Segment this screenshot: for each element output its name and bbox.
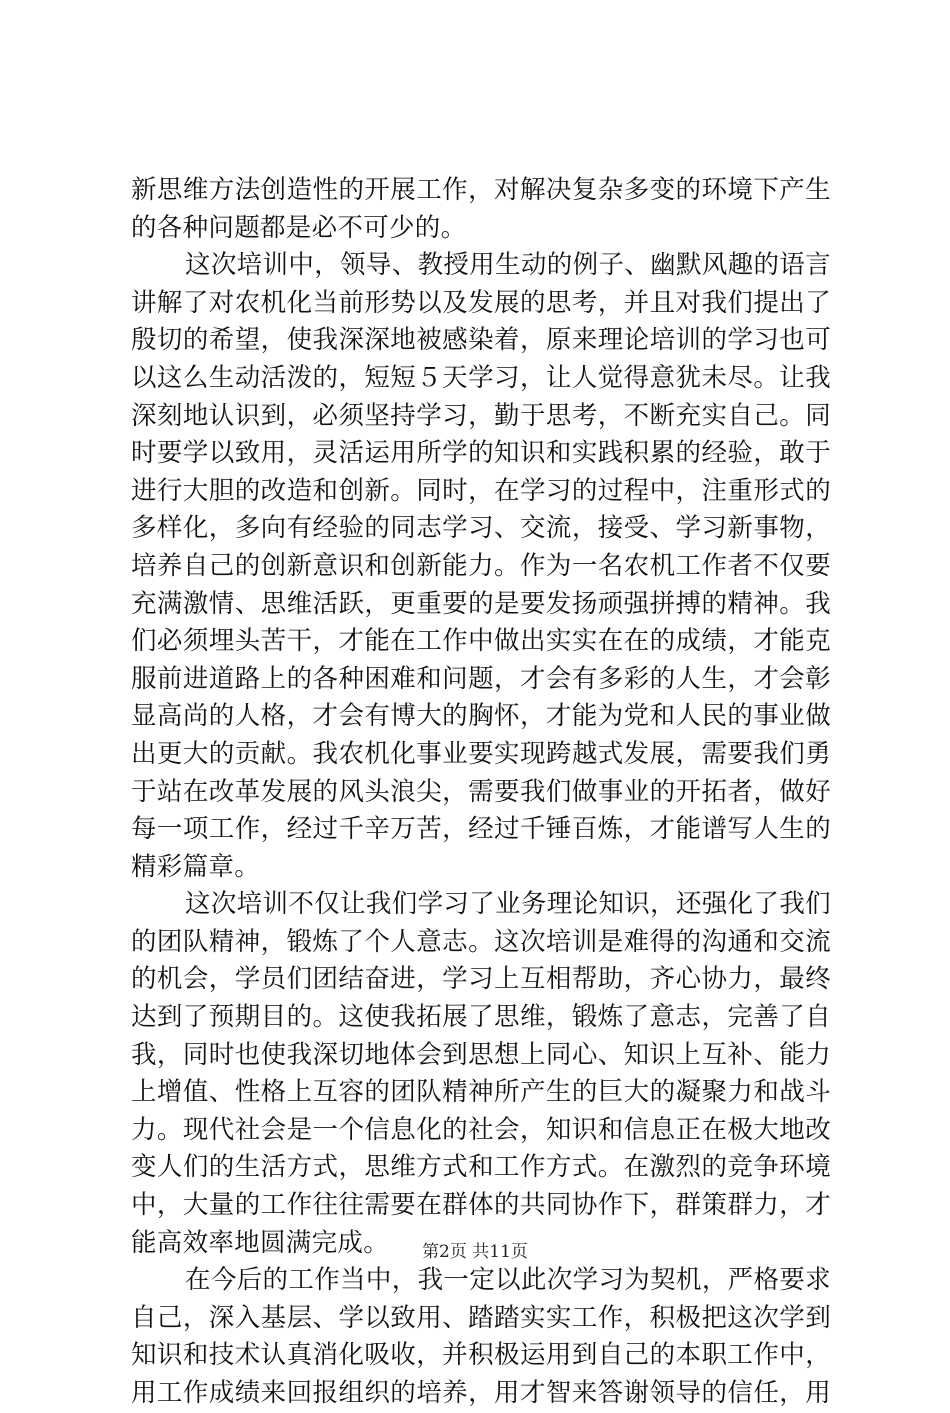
text-line: 时要学以致用，灵活运用所学的知识和实践积累的经验，敢于 — [131, 438, 831, 469]
text-line: 中，大量的工作往往需要在群体的共同协作下，群策群力，才 — [131, 1190, 831, 1221]
text-line: 的机会，学员们团结奋进，学习上互相帮助，齐心协力，最终 — [131, 964, 831, 995]
text-line: 变人们的生活方式，思维方式和工作方式。在激烈的竞争环境 — [131, 1152, 831, 1183]
page-footer: 第2页 共11页 — [422, 1242, 528, 1262]
paragraph — [131, 1262, 831, 1412]
text-line: 这次培训中，领导、教授用生动的例子、幽默风趣的语言 — [185, 250, 831, 281]
text-line: 上增值、性格上互容的团队精神所产生的巨大的凝聚力和战斗 — [131, 1077, 831, 1108]
text-line: 以这么生动活泼的，短短５天学习，让人觉得意犹未尽。让我 — [131, 362, 831, 393]
text-line: 精彩篇章。 — [131, 851, 261, 882]
text-line: 服前进道路上的各种困难和问题，才会有多彩的人生，才会彰 — [131, 663, 831, 694]
text-line: 们必须埋头苦干，才能在工作中做出实实在在的成绩，才能克 — [131, 626, 831, 657]
text-line: 达到了预期目的。这使我拓展了思维，锻炼了意志，完善了自 — [131, 1002, 831, 1033]
text-line: 这次培训不仅让我们学习了业务理论知识，还强化了我们 — [185, 889, 831, 920]
text-line: 每一项工作，经过千辛万苦，经过千锤百炼，才能谱写人生的 — [131, 814, 831, 845]
text-line: 充满激情、思维活跃，更重要的是要发扬顽强拼搏的精神。我 — [131, 588, 831, 619]
text-line: 的各种问题都是必不可少的。 — [131, 212, 467, 243]
text-line: 讲解了对农机化当前形势以及发展的思考，并且对我们提出了 — [131, 287, 831, 318]
text-line: 显高尚的人格，才会有博大的胸怀，才能为党和人民的事业做 — [131, 701, 831, 732]
paragraph — [131, 172, 831, 247]
text-line: 新思维方法创造性的开展工作，对解决复杂多变的环境下产生 — [131, 175, 831, 205]
text-line: 知识和技术认真消化吸收，并积极运用到自己的本职工作中， — [131, 1340, 831, 1371]
text-line: 进行大胆的改造和创新。同时，在学习的过程中，注重形式的 — [131, 475, 831, 506]
document-body — [131, 172, 831, 1413]
text-line: 于站在改革发展的风头浪尖，需要我们做事业的开拓者，做好 — [131, 776, 831, 807]
text-line: 我，同时也使我深切地体会到思想上同心、知识上互补、能力 — [131, 1039, 831, 1070]
text-line: 能高效率地圆满完成。 — [131, 1227, 390, 1258]
text-line: 在今后的工作当中，我一定以此次学习为契机，严格要求 — [185, 1265, 831, 1296]
text-line: 多样化，多向有经验的同志学习、交流，接受、学习新事物， — [131, 513, 831, 544]
text-line: 殷切的希望，使我深深地被感染着，原来理论培训的学习也可 — [131, 325, 831, 356]
text-line: 出更大的贡献。我农机化事业要实现跨越式发展，需要我们勇 — [131, 738, 831, 769]
text-line: 自己，深入基层、学以致用、踏踏实实工作，积极把这次学到 — [131, 1302, 831, 1333]
text-line: 深刻地认识到，必须坚持学习，勤于思考，不断充实自己。同 — [131, 400, 831, 431]
text-line: 的团队精神，锻炼了个人意志。这次培训是难得的沟通和交流 — [131, 926, 831, 957]
text-line: 培养自己的创新意识和创新能力。作为一名农机工作者不仅要 — [131, 550, 831, 581]
paragraph — [131, 247, 831, 886]
text-line: 用工作成绩来回报组织的培养，用才智来答谢领导的信任，用 — [131, 1378, 831, 1408]
text-line: 力。现代社会是一个信息化的社会，知识和信息正在极大地改 — [131, 1114, 831, 1145]
paragraph — [131, 886, 831, 1262]
